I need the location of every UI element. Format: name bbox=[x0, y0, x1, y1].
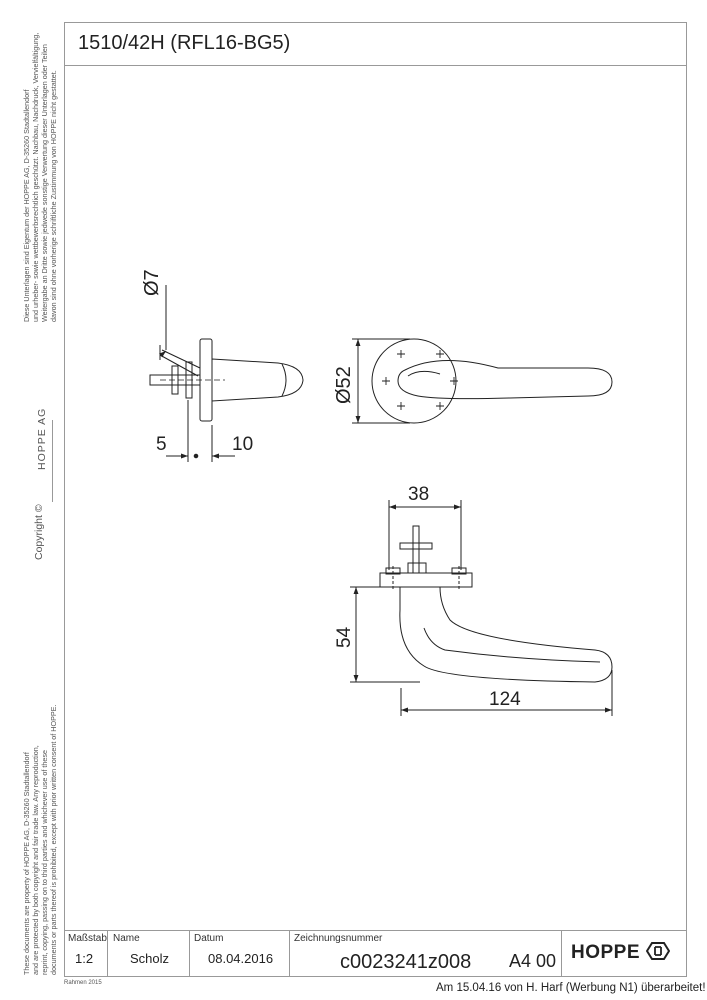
title-block-divider bbox=[107, 930, 108, 977]
screw-mark bbox=[436, 402, 444, 410]
screw-mark bbox=[382, 377, 390, 385]
legal-de-line: Weitergabe an Dritte sowie jedwede sonstige Verwertung dieser Unterlagen oder Teilen bbox=[40, 44, 49, 322]
legal-de-line: und urheber- sowie wettbewerbsrechtlich geschützt. Nachbau, Nachdruck, Vervielfältigung, bbox=[31, 32, 40, 322]
legal-en-line: documents or parts thereof is prohibited, except with prior written consent of HOPPE. bbox=[49, 704, 58, 975]
scale-value: 1:2 bbox=[75, 951, 94, 966]
hoppe-logo-text: HOPPE bbox=[571, 942, 641, 963]
dim-height: 54 bbox=[334, 626, 355, 648]
copyright-label: Copyright © bbox=[33, 504, 45, 560]
name-label: Name bbox=[113, 933, 140, 944]
handle-neck-line bbox=[408, 371, 440, 376]
rose-top bbox=[380, 573, 472, 587]
revision-note: Am 15.04.16 von H. Harf (Werbung N1) überarbeitet! bbox=[436, 982, 706, 994]
legal-de-line: Diese Unterlagen sind Eigentum der HOPPE AG, D-35260 Stadtallendorf bbox=[22, 89, 31, 322]
date-value: 08.04.2016 bbox=[208, 951, 274, 966]
dim-length: 124 bbox=[489, 689, 521, 710]
handle-side-profile bbox=[212, 359, 303, 401]
hoppe-logo-icon bbox=[646, 941, 670, 961]
handle-front-profile bbox=[398, 360, 612, 398]
screw-mark bbox=[450, 377, 458, 385]
dim-dot bbox=[194, 454, 198, 458]
dim-right-offset: 10 bbox=[232, 434, 254, 455]
sheet-format: A4 00 bbox=[509, 951, 557, 971]
date-label: Datum bbox=[194, 933, 224, 944]
screw-mark bbox=[397, 350, 405, 358]
drawing-title: 1510/42H (RFL16-BG5) bbox=[78, 32, 291, 54]
handle-top-profile bbox=[400, 587, 612, 682]
dim-rose-diameter: Ø52 bbox=[333, 366, 355, 404]
title-block-divider bbox=[289, 930, 290, 977]
legal-en-line: reprint, copying, passing on to third parties and whichever use of these bbox=[40, 750, 49, 975]
top-view bbox=[350, 500, 612, 716]
handle-top-inner bbox=[424, 628, 600, 662]
pin-top bbox=[400, 543, 432, 549]
dim-left-offset: 5 bbox=[156, 434, 167, 455]
title-block-divider bbox=[189, 930, 190, 977]
scale-label: Maßstab bbox=[68, 933, 107, 944]
screw-marks bbox=[382, 350, 458, 410]
handle-knob-line bbox=[282, 364, 286, 396]
hoppe-logo bbox=[571, 941, 670, 964]
frame-version-label: Rahmen 2015 bbox=[64, 980, 102, 986]
side-view bbox=[150, 285, 303, 462]
legal-en-line: and are protected by both copyright and fair trade law. Any reproduction, bbox=[31, 745, 40, 975]
front-view bbox=[352, 339, 612, 423]
drawing-number-value: c0023241z008 bbox=[340, 951, 472, 973]
spindle-base bbox=[408, 563, 426, 573]
legal-de-line: davon sind ohne vorherige schriftliche Zustimmung von HOPPE nicht gestattet. bbox=[49, 70, 58, 322]
company-name: HOPPE AG bbox=[36, 407, 48, 470]
screw-mark bbox=[397, 402, 405, 410]
legal-en-line: These documents are property of HOPPE AG, D-35260 Stadtallendorf bbox=[22, 752, 31, 975]
title-block-divider bbox=[561, 930, 562, 977]
dim-spacing: 38 bbox=[408, 484, 430, 505]
drawing-number-label: Zeichnungsnummer bbox=[294, 933, 383, 944]
name-value: Scholz bbox=[130, 951, 170, 966]
dim-arrow bbox=[160, 351, 166, 356]
screw-mark bbox=[436, 350, 444, 358]
dim-pin-diameter: Ø7 bbox=[141, 269, 163, 296]
